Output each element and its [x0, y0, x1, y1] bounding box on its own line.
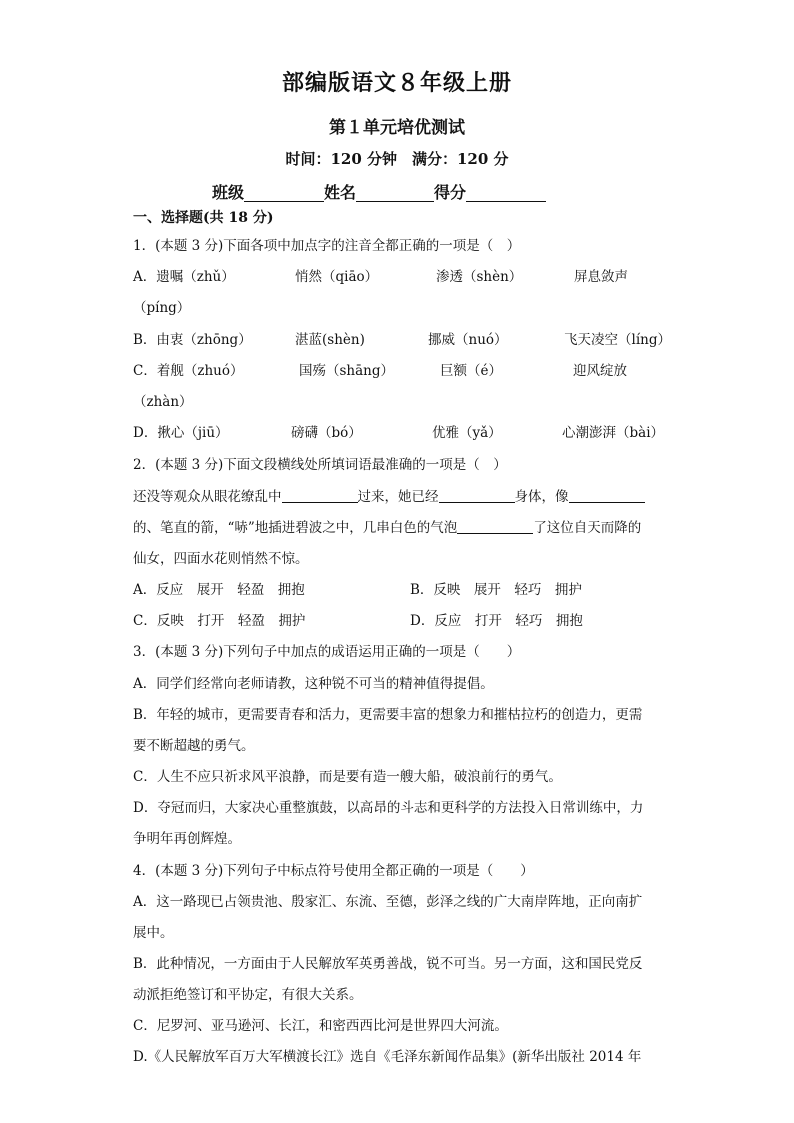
- exam-time-score: 时间：120 分钟 满分：120 分: [285, 150, 509, 168]
- name-label: 姓名: [324, 183, 357, 202]
- q1-option-b-item4: 飞天凌空（líng）: [564, 332, 671, 348]
- q3-option-d: D．夺冠而归，大家决心重整旗鼓，以高昂的斗志和更科学的方法投入日常训练中，力: [133, 800, 644, 816]
- q4-option-d: D.《人民解放军百万大军横渡长江》选自《毛泽东新闻作品集》(新华出版社 2014 年: [133, 1049, 642, 1065]
- q1-option-a-item3: 渗透（shèn）: [436, 269, 523, 285]
- q1-option-c-item2: 国殇（shāng）: [299, 363, 395, 379]
- q2-stem: 2．(本题 3 分)下面文段横线处所填词语最准确的一项是（ ）: [133, 457, 507, 473]
- q2-passage-text: 身体，像: [514, 489, 569, 505]
- q3-option-b: B．年轻的城市，更需要青春和活力，更需要丰富的想象力和摧枯拉朽的创造力，更需: [133, 707, 643, 723]
- q2-passage-line1: [133, 485, 645, 505]
- q3-option-a: A．同学们经常向老师请教，这种锐不可当的精神值得提倡。: [133, 676, 494, 692]
- section-heading: 一、选择题(共 18 分): [133, 210, 274, 226]
- q2-passage-text: 过来，她已经: [357, 489, 439, 505]
- q2-passage-text: 还没等观众从眼花缭乱中: [133, 489, 282, 505]
- q3-option-b-cont: 要不断超越的勇气。: [133, 738, 255, 754]
- q4-option-b: B．此种情况，一方面由于人民解放军英勇善战，锐不可当。另一方面，这和国民党反: [133, 956, 643, 972]
- q2-blank-3[interactable]: [569, 488, 645, 503]
- q1-option-c-item3: 巨额（é）: [440, 363, 502, 379]
- q1-option-a-item2: 悄然（qiāo）: [295, 269, 379, 285]
- q2-blank-1[interactable]: [282, 488, 358, 503]
- q2-passage-text: 的、笔直的箭，“哧”地插进碧波之中，几串白色的气泡: [133, 520, 458, 536]
- q1-option-b-item3: 挪威（nuó）: [428, 332, 508, 348]
- q1-option-a-cont: （píng）: [133, 300, 191, 316]
- q1-option-d: D．揪心（jiū）: [133, 425, 229, 441]
- q3-stem: 3．(本题 3 分)下列句子中加点的成语运用正确的一项是（ ）: [133, 644, 521, 660]
- q2-blank-4[interactable]: [457, 519, 533, 534]
- q4-option-b-cont: 动派拒绝签订和平协定，有很大关系。: [133, 987, 363, 1003]
- q1-option-c: C．着舰（zhuó）: [133, 363, 244, 379]
- document-title: 部编版语文８年级上册: [281, 70, 512, 96]
- q1-option-d-item4: 心潮澎湃（bài）: [562, 425, 665, 441]
- q1-option-a: A．遗嘱（zhǔ）: [133, 269, 235, 285]
- q1-option-c-item4: 迎风绽放: [573, 363, 627, 379]
- q3-option-c: C．人生不应只祈求风平浪静，而是要有造一艘大船，破浪前行的勇气。: [133, 769, 562, 785]
- q1-option-d-item2: 磅礴（bó）: [291, 425, 362, 441]
- q4-option-c: C．尼罗河、亚马逊河、长江，和密西西比河是世界四大河流。: [133, 1018, 508, 1034]
- score-blank[interactable]: [466, 183, 546, 202]
- q2-option-b: B．反映 展开 轻巧 拥护: [410, 582, 582, 598]
- score-label: 得分: [434, 183, 467, 202]
- document-subtitle: 第１单元培优测试: [329, 118, 465, 138]
- class-label: 班级: [212, 183, 245, 202]
- q1-option-b-item2: 湛蓝(shèn): [295, 332, 365, 348]
- q1-stem: 1．(本题 3 分)下面各项中加点字的注音全都正确的一项是（ ）: [133, 238, 521, 254]
- class-blank[interactable]: [244, 183, 324, 202]
- student-info-line: [212, 180, 546, 203]
- q2-option-a: A．反应 展开 轻盈 拥抱: [133, 582, 305, 598]
- q4-option-a: A．这一路现已占领贵池、殷家汇、东流、至德，彭泽之线的广大南岸阵地，正向南扩: [133, 894, 643, 910]
- q2-option-d: D．反应 打开 轻巧 拥抱: [410, 613, 583, 629]
- name-blank[interactable]: [356, 183, 434, 202]
- q4-stem: 4．(本题 3 分)下列句子中标点符号使用全都正确的一项是（ ）: [133, 863, 534, 879]
- q2-passage-line2: [133, 516, 641, 536]
- q1-option-d-item3: 优雅（yǎ）: [432, 425, 502, 441]
- q2-option-c: C．反映 打开 轻盈 拥护: [133, 613, 306, 629]
- q1-option-c-cont: （zhàn）: [133, 394, 193, 410]
- q4-option-a-cont: 展中。: [133, 925, 174, 941]
- q2-passage-line3: 仙女，四面水花则悄然不惊。: [133, 551, 309, 567]
- q3-option-d-cont: 争明年再创辉煌。: [133, 831, 241, 847]
- q2-blank-2[interactable]: [439, 488, 515, 503]
- q1-option-b: B．由衷（zhōng）: [133, 332, 252, 348]
- q2-passage-text: 了这位自天而降的: [533, 520, 642, 536]
- q1-option-a-item4: 屏息敛声: [574, 269, 628, 285]
